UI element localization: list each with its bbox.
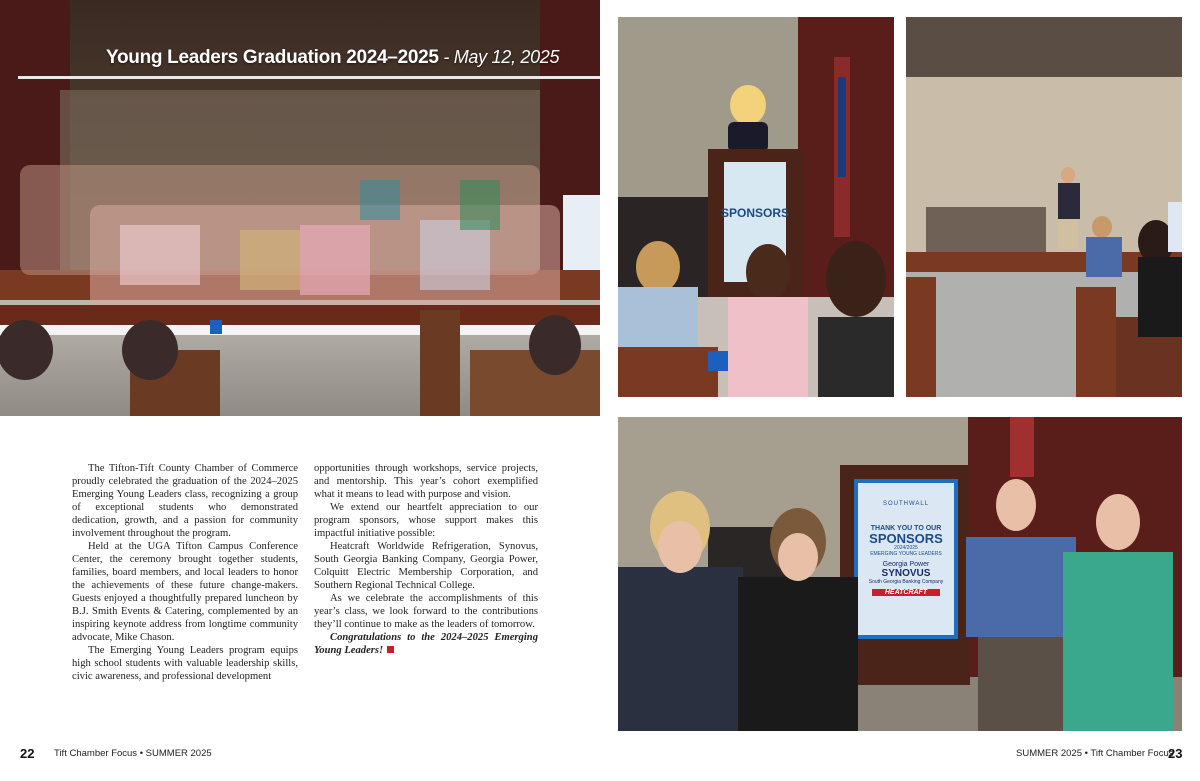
sign-sponsor-georgia-power: Georgia Power bbox=[882, 561, 930, 568]
sign-line1: THANK YOU TO OUR bbox=[870, 525, 942, 532]
sign-sponsor-synovus: SYNOVUS bbox=[881, 568, 931, 579]
paragraph-celebrate: As we celebrate the accomplishments of this year’s class, we look forward to the contributions they’ll continue to make as the leaders of tomorrow. bbox=[314, 593, 538, 630]
article-column-1 bbox=[72, 462, 298, 683]
footer-right-text: SUMMER 2025 • Tift Chamber Focus bbox=[1016, 748, 1174, 759]
podium-sign-text: SPONSORS bbox=[720, 206, 790, 220]
end-mark bbox=[387, 646, 394, 653]
sign-brand-top: SOUTHWALL bbox=[882, 501, 930, 507]
paragraph-sponsor-list: Heatcraft Worldwide Refrigeration, Synovus, South Georgia Banking Company, Georgia Power, Colquitt Electric Membership Corporation, and Southern Regional Technical College. bbox=[314, 541, 538, 591]
paragraph-appreciation: We extend our heartfelt appreciation to our program sponsors, whose support makes this impactful initiative possible: bbox=[314, 502, 538, 539]
closing-text: Congratulations to the 2024–2025 Emerging Young Leaders! bbox=[314, 632, 538, 656]
headline-date: - May 12, 2025 bbox=[438, 47, 560, 67]
paragraph-program: The Emerging Young Leaders program equips high school students with valuable leadership skills, civic awareness, and professional development bbox=[72, 645, 298, 682]
group-photo bbox=[0, 0, 600, 416]
headline-title: Young Leaders Graduation 2024–2025 bbox=[106, 47, 439, 68]
sign-line3: 2024/2025 bbox=[894, 545, 918, 551]
article-headline bbox=[106, 47, 559, 69]
headline-rule bbox=[18, 76, 600, 79]
paragraph-program-cont: opportunities through workshops, service projects, and mentorship. This year’s cohort exemplified what it means to lead with purpose and vision. bbox=[314, 463, 538, 500]
paragraph-ceremony: Held at the UGA Tifton Campus Conference Center, the ceremony brought together students, families, board members, and local leaders to honor the achievements of these future change-makers. Guests enjoyed a thoughtfully prepared luncheon by B.J. Smith Events & Catering, complemented by an inspiring keynote address from longtime community advocate, Mike Chason. bbox=[72, 541, 298, 643]
page-number-right: 23 bbox=[1168, 746, 1183, 761]
sponsor-sign bbox=[858, 487, 954, 596]
sign-sponsor-heatcraft: HEATCRAFT bbox=[872, 589, 940, 596]
sign-sponsor-sgbc: South Georgia Banking Company bbox=[868, 579, 944, 585]
closing-line bbox=[314, 631, 538, 657]
paragraph-intro: The Tifton-Tift County Chamber of Commerce proudly celebrated the graduation of the 2024–2025 Emerging Young Leaders class, recognizing a group of exceptional students who demonstrated dedication, growth, and a passion for community involvement throughout the program. bbox=[72, 463, 298, 539]
footer-left-text: Tift Chamber Focus • SUMMER 2025 bbox=[54, 748, 212, 759]
stage-photo bbox=[906, 17, 1182, 397]
article-column-2 bbox=[314, 462, 538, 657]
podium-photo bbox=[618, 17, 894, 397]
page-number-left: 22 bbox=[20, 746, 35, 761]
sign-line2: SPONSORS bbox=[869, 531, 943, 546]
sign-line4: EMERGING YOUNG LEADERS bbox=[870, 551, 942, 557]
sponsors-photo bbox=[618, 417, 1182, 731]
